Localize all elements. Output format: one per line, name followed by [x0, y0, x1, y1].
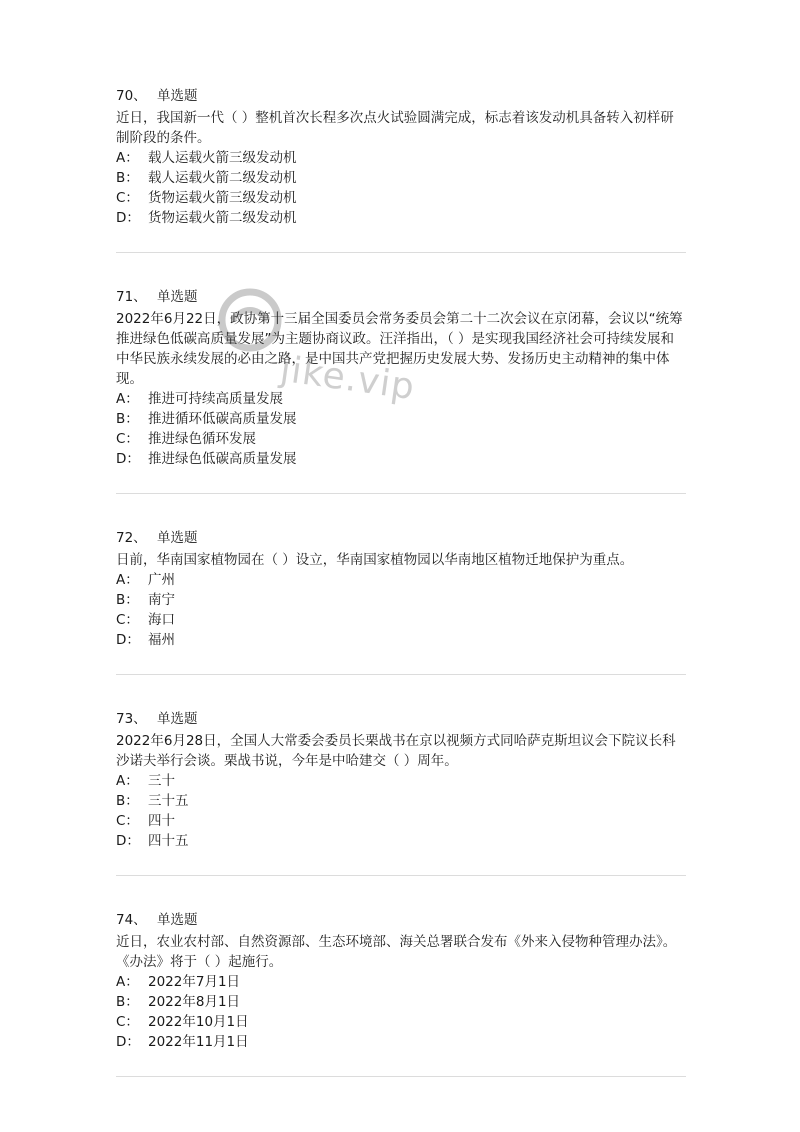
question-header	[116, 709, 686, 729]
option-letter: B：	[116, 994, 139, 1010]
question-header	[116, 287, 686, 307]
option-letter: C：	[116, 813, 139, 829]
option-text: 推进可持续高质量发展	[148, 391, 283, 407]
option-text: 2022年7月1日	[148, 974, 241, 990]
option-text: 三十五	[148, 793, 189, 809]
question-list	[116, 86, 686, 1111]
option-list	[116, 570, 686, 650]
question-stem: 2022年6月28日，全国人大常委会委员长栗战书在京以视频方式同哈萨克斯坦议会下院议长科沙诺夫举行会谈。栗战书说，今年是中哈建交（ ）周年。	[116, 733, 676, 769]
question-stem: 2022年6月22日，政协第十三届全国委员会常务委员会第二十二次会议在京闭幕，会议以“统筹推进绿色低碳高质量发展”为主题协商议政。汪洋指出，（ ）是实现我国经济社会可持续发展和中华民族永续发展的必由之路，是中国共产党把握历史发展大势、发扬历史主动精神的集中体现。	[116, 311, 683, 387]
option-b[interactable]	[116, 409, 686, 429]
option-letter: D：	[116, 833, 140, 849]
question-71	[116, 287, 686, 494]
option-c[interactable]	[116, 429, 686, 449]
option-letter: B：	[116, 592, 139, 608]
option-text: 广州	[148, 572, 175, 588]
option-d[interactable]	[116, 449, 686, 469]
option-a[interactable]	[116, 148, 686, 168]
option-text: 海口	[148, 612, 175, 628]
option-d[interactable]	[116, 831, 686, 851]
question-stem: 日前，华南国家植物园在（ ）设立，华南国家植物园以华南地区植物迁地保护为重点。	[116, 552, 634, 568]
option-text: 载人运载火箭三级发动机	[148, 150, 297, 166]
option-text: 推进绿色低碳高质量发展	[148, 451, 297, 467]
option-text: 福州	[148, 632, 175, 648]
question-73	[116, 709, 686, 876]
question-type: 单选题	[156, 711, 198, 727]
option-text: 四十五	[148, 833, 189, 849]
option-letter: A：	[116, 974, 139, 990]
option-b[interactable]	[116, 791, 686, 811]
option-d[interactable]	[116, 208, 686, 228]
option-list	[116, 972, 686, 1052]
option-letter: D：	[116, 1034, 140, 1050]
option-c[interactable]	[116, 1012, 686, 1032]
question-74	[116, 910, 686, 1077]
option-letter: C：	[116, 431, 139, 447]
option-list	[116, 771, 686, 851]
option-c[interactable]	[116, 610, 686, 630]
option-a[interactable]	[116, 570, 686, 590]
option-letter: A：	[116, 391, 139, 407]
option-letter: C：	[116, 190, 139, 206]
option-letter: B：	[116, 411, 139, 427]
option-a[interactable]	[116, 771, 686, 791]
option-text: 载人运载火箭二级发动机	[148, 170, 297, 186]
question-header	[116, 86, 686, 106]
option-text: 2022年11月1日	[148, 1034, 249, 1050]
option-c[interactable]	[116, 811, 686, 831]
option-text: 货物运载火箭三级发动机	[148, 190, 297, 206]
option-text: 四十	[148, 813, 175, 829]
question-number: 71、	[116, 289, 147, 305]
option-letter: A：	[116, 150, 139, 166]
option-b[interactable]	[116, 992, 686, 1012]
option-text: 2022年10月1日	[148, 1014, 249, 1030]
question-type: 单选题	[156, 289, 198, 305]
option-a[interactable]	[116, 972, 686, 992]
option-letter: C：	[116, 612, 139, 628]
option-text: 2022年8月1日	[148, 994, 241, 1010]
option-letter: D：	[116, 451, 140, 467]
option-list	[116, 389, 686, 469]
question-type: 单选题	[156, 88, 198, 104]
option-text: 推进循环低碳高质量发展	[148, 411, 297, 427]
option-text: 货物运载火箭二级发动机	[148, 210, 297, 226]
question-type: 单选题	[156, 912, 198, 928]
option-text: 三十	[148, 773, 175, 789]
option-c[interactable]	[116, 188, 686, 208]
option-letter: B：	[116, 793, 139, 809]
option-text: 推进绿色循环发展	[148, 431, 256, 447]
option-d[interactable]	[116, 1032, 686, 1052]
option-b[interactable]	[116, 590, 686, 610]
option-text: 南宁	[148, 592, 175, 608]
option-letter: A：	[116, 773, 139, 789]
option-b[interactable]	[116, 168, 686, 188]
question-stem: 近日，我国新一代（ ）整机首次长程多次点火试验圆满完成，标志着该发动机具备转入初样研制阶段的条件。	[116, 110, 674, 146]
option-letter: B：	[116, 170, 139, 186]
option-a[interactable]	[116, 389, 686, 409]
question-number: 72、	[116, 530, 147, 546]
question-number: 73、	[116, 711, 147, 727]
question-header	[116, 528, 686, 548]
watermark-text: jike.vip	[277, 348, 418, 409]
option-d[interactable]	[116, 630, 686, 650]
option-letter: D：	[116, 210, 140, 226]
question-number: 70、	[116, 88, 147, 104]
question-70	[116, 86, 686, 253]
question-header	[116, 910, 686, 930]
option-letter: A：	[116, 572, 139, 588]
option-letter: D：	[116, 632, 140, 648]
option-letter: C：	[116, 1014, 139, 1030]
question-number: 74、	[116, 912, 147, 928]
option-list	[116, 148, 686, 228]
question-type: 单选题	[156, 530, 198, 546]
question-72	[116, 528, 686, 675]
question-stem: 近日，农业农村部、自然资源部、生态环境部、海关总署联合发布《外来入侵物种管理办法》。《办法》将于（ ）起施行。	[116, 934, 677, 970]
